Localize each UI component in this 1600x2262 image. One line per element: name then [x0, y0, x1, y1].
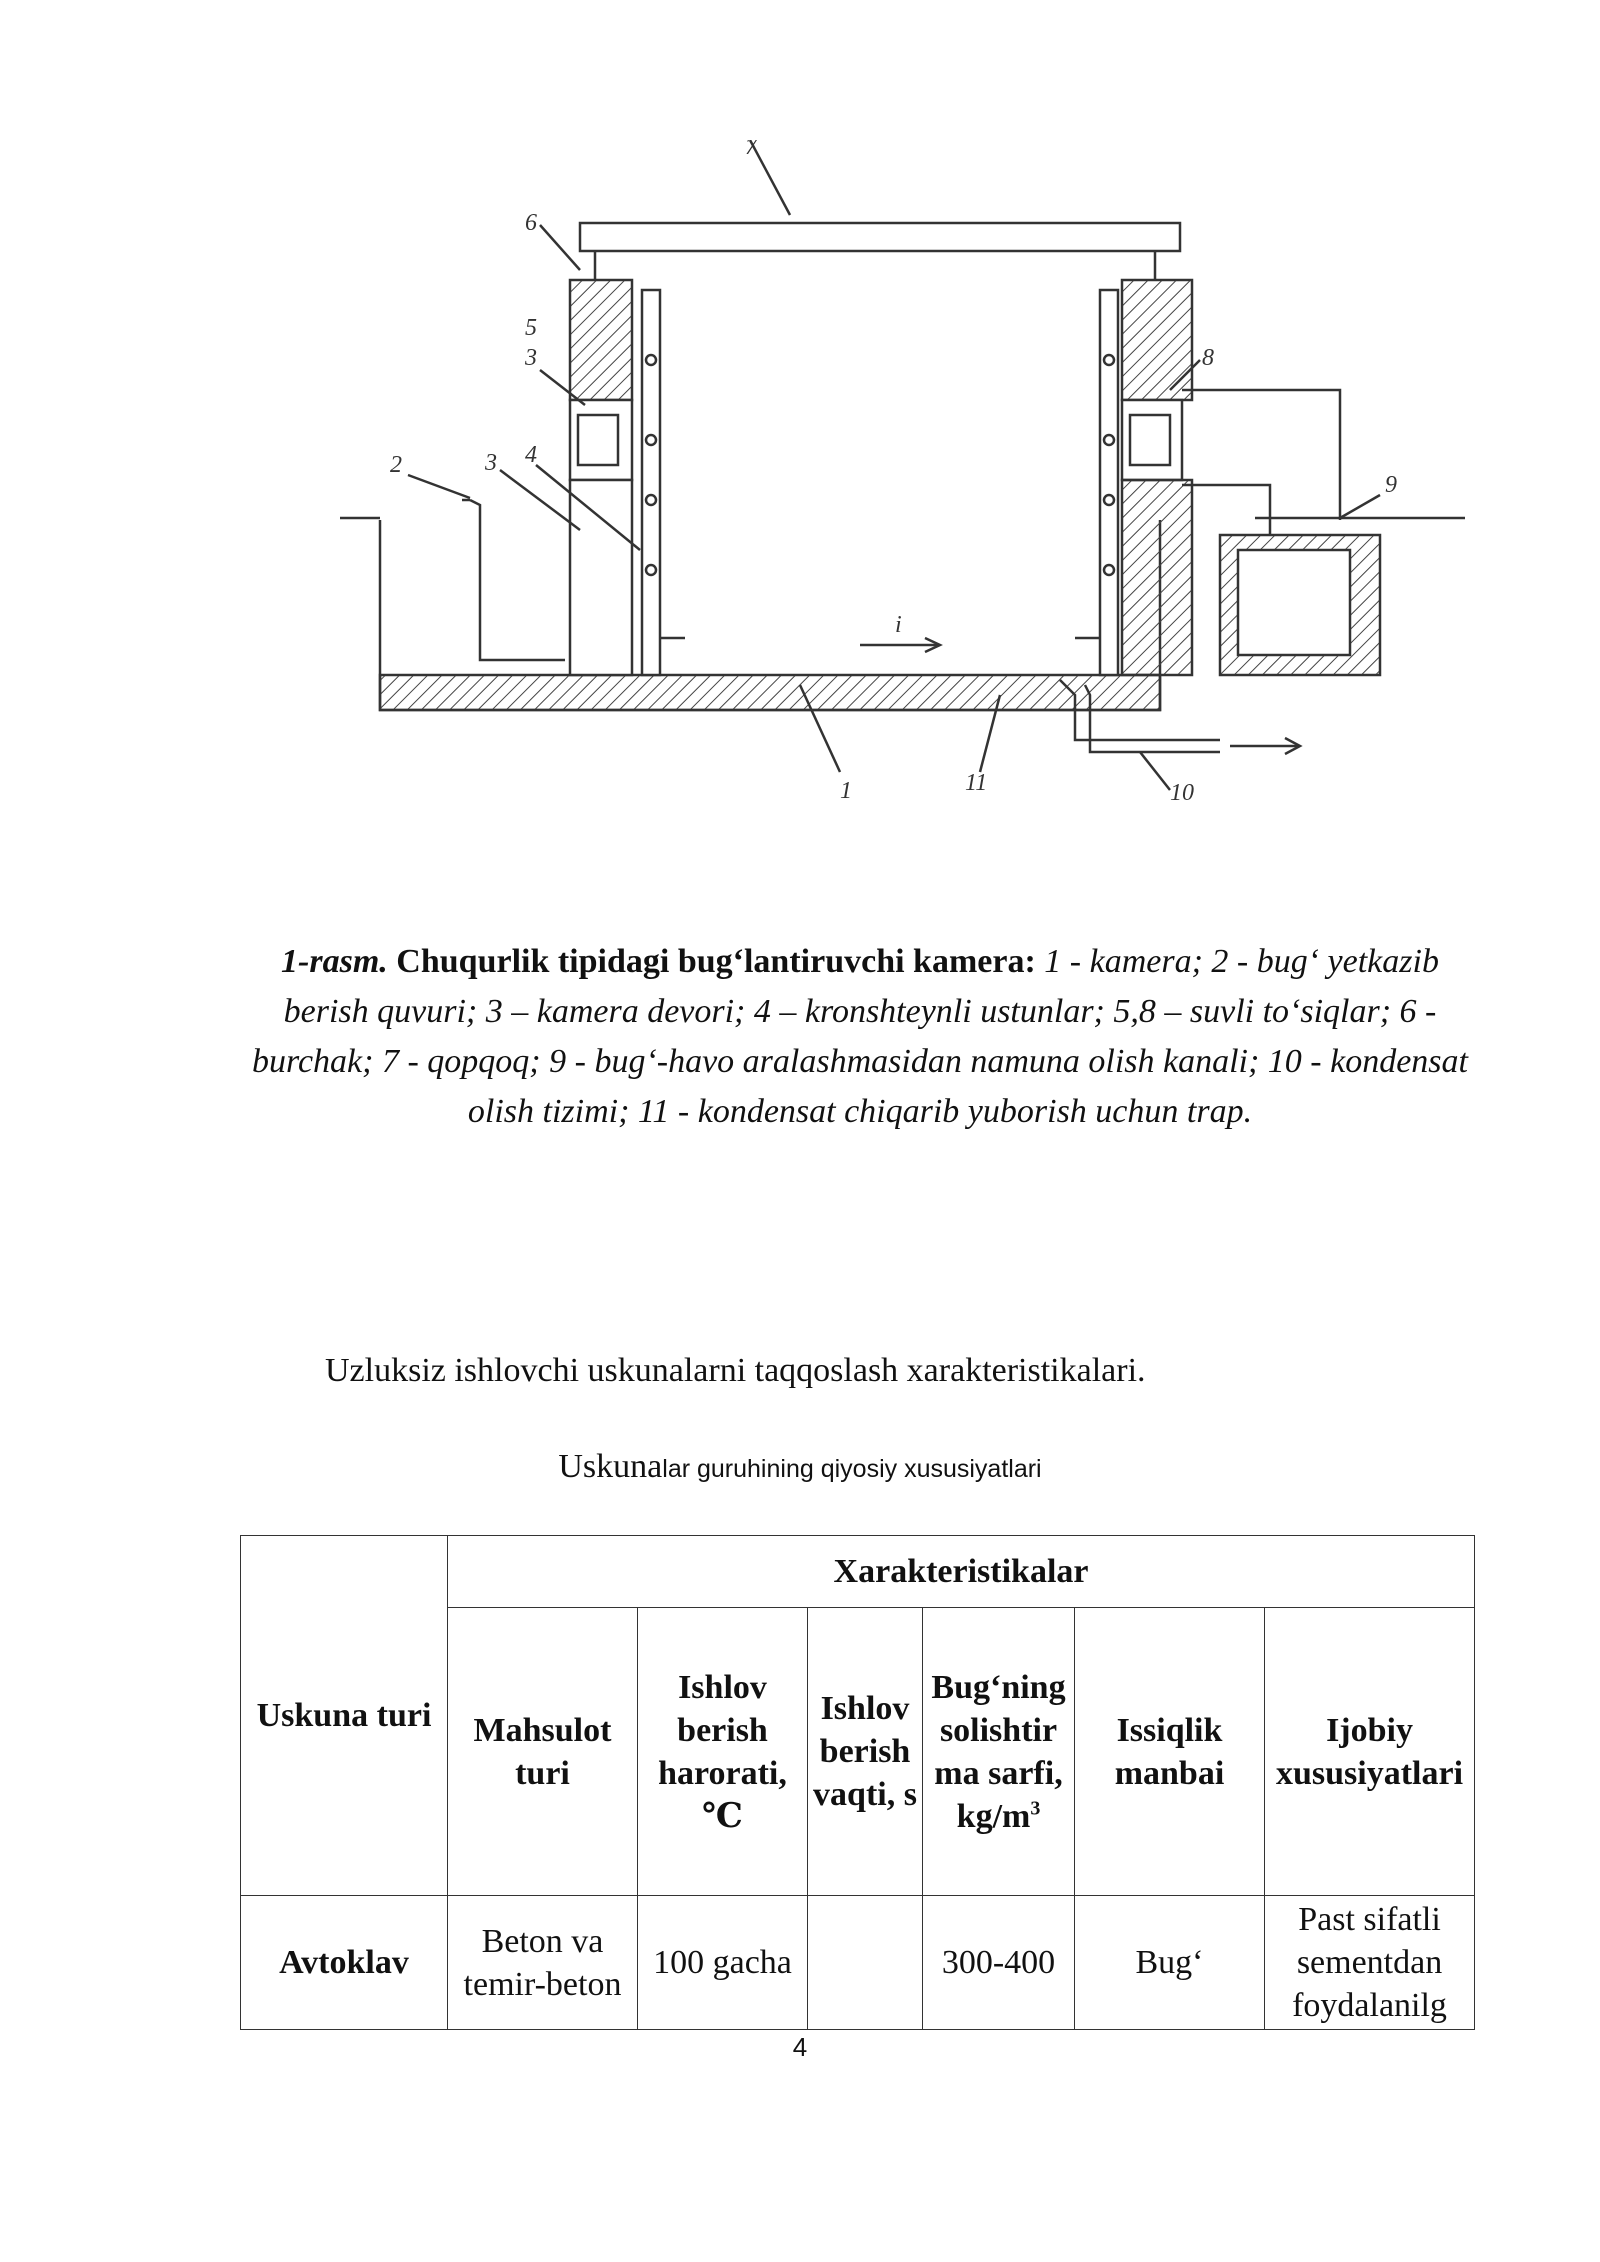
header-steam-consumption-text: Bug‘ning solishtirma sarfi, kg/m [931, 1668, 1066, 1835]
comparison-table [240, 1535, 1475, 2030]
figure-label-6: 6 [525, 210, 537, 236]
figure-flow-label: i [895, 612, 902, 638]
header-steam-consumption [923, 1608, 1075, 1896]
cell-advantages: Past sifatli sementdan foydalanilg [1265, 1896, 1475, 2030]
header-equipment-type: Uskuna turi [241, 1536, 448, 1896]
header-advantages: Ijobiy xususiyatlari [1265, 1608, 1475, 1896]
cell-steam-consumption: 300-400 [923, 1896, 1075, 2030]
figure-label-2: 2 [390, 452, 402, 478]
chamber-drawing [340, 140, 1465, 790]
figure-caption [240, 937, 1480, 1137]
table-row [241, 1896, 1475, 2030]
cell-heat-source: Bug‘ [1075, 1896, 1265, 2030]
figure-label-10: 10 [1170, 780, 1194, 806]
figure-label-7: 7 [745, 140, 757, 160]
intro-paragraph: Uzluksiz ishlovchi uskunalarni taqqoslash xarakteristikalari. [325, 1352, 1146, 1389]
figure-label-4: 4 [525, 442, 537, 468]
figure-label-9: 9 [1385, 472, 1397, 498]
caption-legend: 1 - kamera; 2 - bug‘ yetkazib berish quvuri; 3 – kamera devori; 4 – kronshteynli ustunlar; 5,8 – suvli to‘siqlar; 6 - burchak; 7 - qopqoq; 9 - bug‘-havo aralashmasidan namuna olish kanali; 10 - kondensat olish tizimi; 11 - kondensat chiqarib yuborish uchun trap. [252, 943, 1468, 1130]
cell-product-type: Beton va temir-beton [448, 1896, 638, 2030]
figure-steaming-chamber [340, 140, 1480, 820]
figure-label-1: 1 [840, 778, 852, 804]
table-title-part2: lar guruhining qiyosiy xususiyatlari [662, 1455, 1042, 1483]
table-title-part1: Uskuna [558, 1448, 663, 1485]
figure-label-11: 11 [965, 770, 988, 796]
caption-title: Chuqurlik tipidagi bug‘lantiruvchi kamera: [387, 943, 1036, 980]
figure-label-8: 8 [1202, 345, 1214, 371]
caption-figure-number: 1-rasm. [281, 943, 388, 980]
figure-label-5: 5 [525, 315, 537, 341]
header-processing-time: Ishlov berish vaqti, s [808, 1608, 923, 1896]
header-product-type: Mahsulot turi [448, 1608, 638, 1896]
cell-type: Avtoklav [241, 1896, 448, 2030]
unit-superscript: 3 [1030, 1797, 1041, 1820]
figure-label-3: 3 [485, 450, 497, 476]
header-characteristics: Xarakteristikalar [448, 1536, 1475, 1608]
cell-temperature: 100 gacha [638, 1896, 808, 2030]
figure-label-3b: 3 [525, 345, 537, 371]
header-temperature: Ishlov berish harorati, ℃ [638, 1608, 808, 1896]
table-title [0, 1448, 1600, 1486]
page-number: 4 [792, 2032, 808, 2062]
header-heat-source: Issiqlik manbai [1075, 1608, 1265, 1896]
cell-processing-time [808, 1896, 923, 2030]
